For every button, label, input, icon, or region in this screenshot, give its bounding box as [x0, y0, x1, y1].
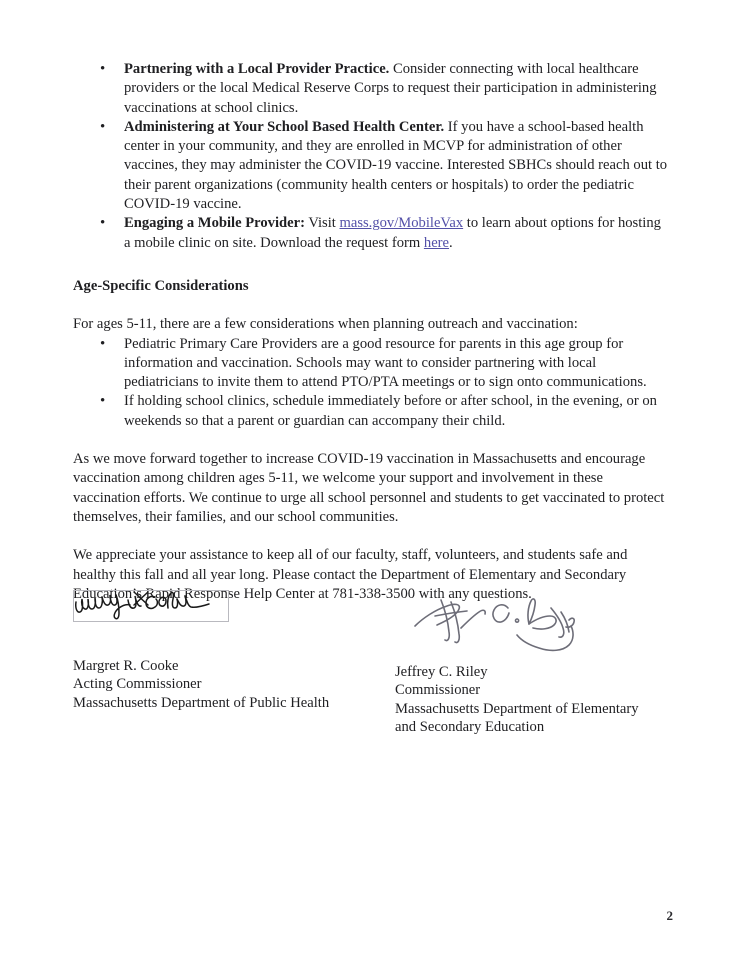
signatory-title: Acting Commissioner	[73, 676, 202, 693]
signature-area	[73, 588, 693, 738]
signatory-organization: Massachusetts Department of Public Health	[73, 694, 330, 711]
signatory-name: Margret R. Cooke	[73, 658, 179, 674]
signature-block-riley	[395, 588, 693, 737]
signature-image-cooke	[73, 590, 229, 622]
signatory-details-cooke	[73, 657, 373, 712]
list-item	[73, 214, 670, 253]
vaccination-options-list	[73, 60, 670, 253]
list-item	[73, 335, 670, 393]
bullet-icon: •	[100, 118, 106, 135]
signatory-title: Commissioner	[395, 682, 481, 699]
spacer	[73, 431, 670, 450]
list-item-body: Visit	[304, 215, 340, 232]
closing-paragraph-2: We appreciate your assistance to keep all of our faculty, staff, volunteers, and students safe and healthy this fall and all year long. Please contact the Department of Elementary and Secondary Education’s Rapid Response Help Center at 781-338-3500 with any questions.	[73, 547, 628, 602]
list-item-lead-in: Partnering with a Local Provider Practice.	[124, 61, 390, 77]
ages-intro-paragraph: For ages 5-11, there are a few considerations when planning outreach and vaccination:	[73, 316, 578, 333]
closing-paragraph-1: As we move forward together to increase COVID-19 vaccination in Massachusetts and encourage vaccination among children ages 5-11, we welcome your support and involvement in these vaccination efforts. We continue to urge all school personnel and students to get vaccinated to protect themselves, their families, and our school communities.	[73, 451, 665, 525]
page-number: 2	[666, 908, 673, 923]
list-item-body: If you have a school-based health center in your community, and they are enrolled in MCVP for administration of other vaccines, they may administer the COVID-19 vaccine. Interested SBHCs should reach out to their parent organizations (community health centers or hospitals) to order the pediatric COVID-19 vaccine.	[124, 118, 668, 213]
mobilevax-link[interactable]: mass.gov/MobileVax	[339, 215, 464, 232]
signatory-organization: Massachusetts Department of Elementary	[395, 700, 639, 717]
list-item	[73, 60, 670, 118]
signature-image-riley	[395, 588, 693, 660]
section-heading-age-specific: Age-Specific Considerations	[73, 277, 249, 294]
bullet-icon: •	[100, 61, 106, 77]
document-body	[73, 60, 670, 604]
bullet-icon: •	[100, 393, 106, 410]
signatory-organization-cont: and Secondary Education	[395, 719, 545, 736]
spacer	[73, 253, 670, 277]
list-item-body: to learn about options for hosting a mobile clinic on site. Download the request form	[124, 215, 661, 251]
bullet-icon: •	[100, 215, 106, 232]
list-item	[73, 118, 670, 214]
bullet-icon: •	[100, 335, 106, 352]
list-item-lead-in: Administering at Your School Based Health Center.	[124, 118, 445, 135]
age-considerations-list	[73, 335, 670, 431]
list-item-body: Pediatric Primary Care Providers are a good resource for parents in this age group for information and vaccination. Schools may want to consider partnering with local pediatricians to invite them to attend PTO/PTA meetings or to sign onto communications.	[124, 335, 647, 391]
list-item-body: Consider connecting with local healthcare providers or the local Medical Reserve Corps to request their participation in administering vaccinations at school clinics.	[124, 61, 657, 116]
list-item-lead-in: Engaging a Mobile Provider:	[124, 215, 305, 232]
list-item	[73, 392, 670, 431]
signatory-name: Jeffrey C. Riley	[395, 664, 488, 680]
signature-block-cooke	[73, 588, 373, 712]
request-form-here-link[interactable]: here	[423, 234, 450, 251]
signatory-details-riley	[395, 663, 693, 737]
list-item-body: If holding school clinics, schedule immediately before or after school, in the evening, or on weekends so that a parent or guardian can accompany their child.	[124, 393, 657, 429]
spacer	[73, 527, 670, 546]
list-item-body: .	[449, 234, 453, 251]
spacer	[73, 296, 670, 315]
